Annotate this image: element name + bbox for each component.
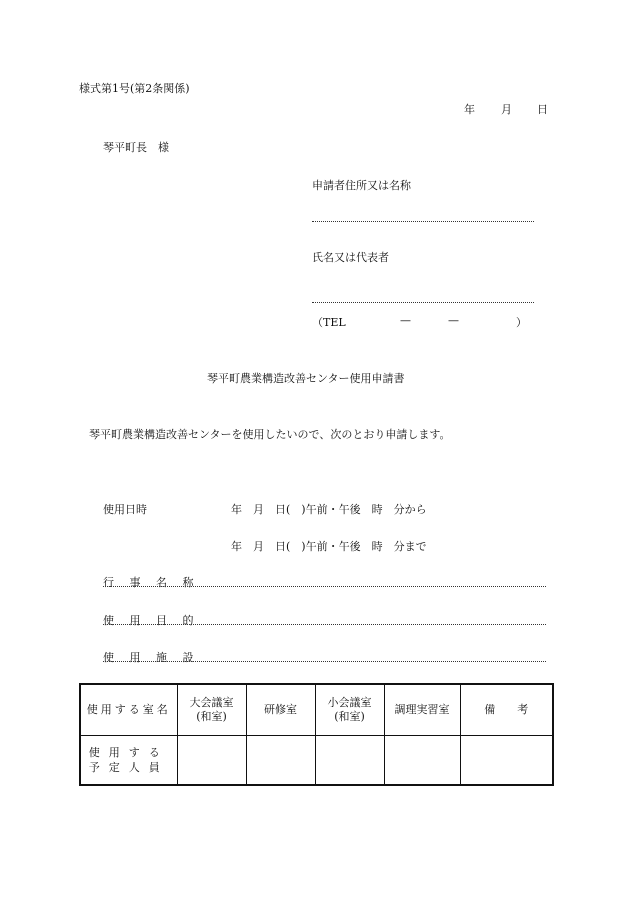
- usage-purpose-label: 使 用 目 的: [103, 614, 200, 627]
- applicant-name-field[interactable]: [312, 302, 534, 303]
- usage-purpose-field[interactable]: [103, 624, 546, 625]
- people-cooking-cell[interactable]: [384, 735, 460, 785]
- room-header-small-meeting: 小会議室 (和室): [315, 684, 384, 735]
- people-remarks-cell[interactable]: [460, 735, 553, 785]
- tel-open: （TEL: [312, 316, 346, 329]
- rooms-header-row: [80, 684, 553, 735]
- room-header-remarks: 備 考: [460, 684, 553, 735]
- form-title: 琴平町農業構造改善センター使用申請書: [207, 372, 405, 385]
- usage-datetime-from[interactable]: 年 月 日( )午前・午後 時 分から: [231, 503, 427, 516]
- room-header-training: 研修室: [246, 684, 315, 735]
- usage-facility-field[interactable]: [103, 661, 546, 662]
- people-large-meeting-cell[interactable]: [177, 735, 246, 785]
- applicant-address-label: 申請者住所又は名称: [312, 179, 411, 192]
- intro-text: 琴平町農業構造改善センターを使用したいので、次のとおり申請します。: [89, 428, 451, 441]
- rooms-table: [79, 683, 554, 786]
- tel-dash-1: —: [400, 314, 411, 327]
- people-label: 使用する 予定人員: [80, 735, 177, 785]
- people-small-meeting-cell[interactable]: [315, 735, 384, 785]
- room-name-header: 使用する室名: [80, 684, 177, 735]
- form-number: 様式第1号(第2条関係): [79, 82, 190, 95]
- usage-datetime-label: 使用日時: [103, 503, 147, 516]
- applicant-name-label: 氏名又は代表者: [312, 251, 389, 264]
- rooms-people-row: [80, 735, 553, 785]
- room-header-large-meeting: 大会議室 (和室): [177, 684, 246, 735]
- event-name-field[interactable]: [103, 586, 546, 587]
- usage-facility-label: 使 用 施 設: [103, 651, 200, 664]
- tel-dash-2: —: [448, 314, 459, 327]
- room-header-cooking: 調理実習室: [384, 684, 460, 735]
- applicant-address-field[interactable]: [312, 221, 534, 222]
- people-training-cell[interactable]: [246, 735, 315, 785]
- event-name-label: 行 事 名 称: [103, 576, 200, 589]
- date-day-label: 日: [537, 103, 548, 116]
- addressee: 琴平町長 様: [103, 141, 169, 154]
- usage-datetime-to[interactable]: 年 月 日( )午前・午後 時 分まで: [231, 540, 427, 553]
- date-year-label: 年: [464, 103, 475, 116]
- tel-close: ）: [516, 316, 527, 329]
- date-month-label: 月: [501, 103, 512, 116]
